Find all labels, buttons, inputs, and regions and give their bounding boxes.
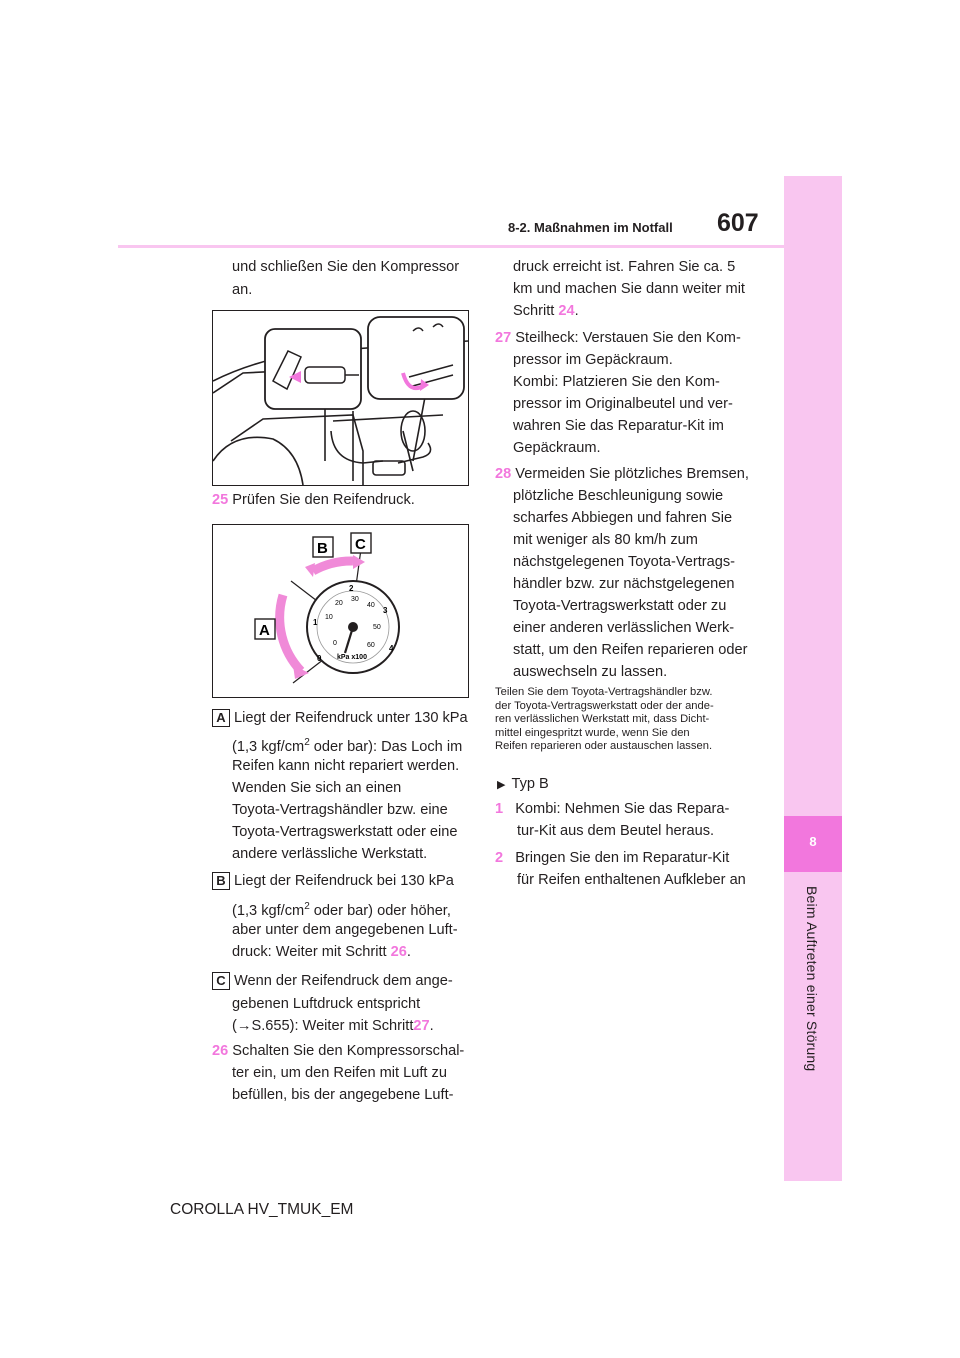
step-26-line: ter ein, um den Reifen mit Luft zu [232,1065,447,1081]
gauge-tick: 40 [367,602,375,609]
cont-line: km und machen Sie dann weiter mit [513,281,745,297]
step-28-line: Toyota-Vertragswerkstatt oder zu [513,598,727,614]
case-c-line: (→S.655): Weiter mit Schritt27. [232,1018,434,1034]
case-a [212,707,468,729]
step-28-line: statt, um den Reifen reparieren oder [513,642,748,658]
type-b-heading: ▶ Typ B [497,776,549,792]
intro-line: an. [232,282,253,298]
step-text: Prüfen Sie den Reifendruck. [232,492,415,508]
callout-c: C [355,536,366,553]
step-28-line: mit weniger als 80 km/h zum [513,532,698,548]
cont-line: druck erreicht ist. Fahren Sie ca. 5 [513,259,736,275]
step-2-line: für Reifen enthaltenen Aufkleber an [517,872,746,888]
gauge-unit: kPa x100 [337,654,367,661]
step-number: 27 [495,330,512,346]
step-number: 28 [495,466,512,482]
step-2: 2 Bringen Sie den im Reparatur-Kit [495,850,730,866]
case-a-line: (1,3 kgf/$cm^2$ oder bar): Das Loch im [232,737,463,755]
step-25 [212,489,415,511]
gauge-tick-major: 1 [313,618,318,627]
case-b-label: B [212,872,230,890]
step-28-line: auswechseln zu lassen. [513,664,668,680]
pressure-gauge-drawing [213,525,468,697]
section-title: 8-2. Maßnahmen im Notfall [508,220,673,235]
cont-line: Schritt 24. [513,303,579,319]
step-28: 28 Vermeiden Sie plötzliches Bremsen, [495,466,749,482]
step-number: 1 [495,801,504,817]
note-paragraph: Teilen Sie dem Toyota-Vertragshändler bzw. der Toyota-Vertragswerkstatt oder der ande- ren verlässlichen Werkstatt mit, dass Dicht- mittel eingespritzt wurde, wenn Sie den Reifen reparieren oder austauschen lassen. [495,686,714,752]
compressor-illustration [212,310,469,486]
callout-b: B [317,540,328,557]
step-27-line: pressor im Gepäckraum. [513,352,673,368]
step-28-line: nächstgelegenen Toyota-Vertrags- [513,554,736,570]
case-c: C Wenn der Reifendruck dem ange- [212,970,453,992]
gauge-tick: 10 [325,614,333,621]
case-a-line: Wenden Sie sich an einen [232,780,402,796]
gauge-tick: 60 [367,642,375,649]
case-b-line: aber unter dem angegebenen Luft- [232,922,458,938]
step-26: 26 Schalten Sie den Kompressorschal- [212,1043,465,1059]
chapter-number: 8 [809,834,817,849]
step-number: 25 [212,492,229,508]
case-c-line: gebenen Luftdruck entspricht [232,996,421,1012]
step-27-line: wahren Sie das Reparatur-Kit im [513,418,724,434]
step-28-line: plötzliche Beschleunigung sowie [513,488,724,504]
step-1-line: tur-Kit aus dem Beutel heraus. [517,823,715,839]
intro-line: und schließen Sie den Kompressor [232,259,460,275]
gauge-tick: 30 [351,596,359,603]
triangle-bullet-icon: ▶ [497,779,506,791]
step-1: 1 Kombi: Nehmen Sie das Repara- [495,801,730,817]
step-26-line: befüllen, bis der angegebene Luft- [232,1087,454,1103]
step-27-line: pressor im Originalbeutel und ver- [513,396,733,412]
step-number: 26 [212,1043,229,1059]
gauge-tick-major: 4 [389,644,394,653]
footer-model-code: COROLLA HV_TMUK_EM [170,1201,354,1218]
gauge-tick: 50 [373,624,381,631]
case-a-line: Toyota-Vertragswerkstatt oder eine [232,824,458,840]
step-28-line: händler bzw. zur nächstgelegenen [513,576,735,592]
case-a-label: A [212,709,230,727]
case-text: Liegt der Reifendruck unter 130 kPa [234,710,468,726]
step-28-line: einer anderen verlässlichen Werk- [513,620,735,636]
case-b-line: druck: Weiter mit Schritt 26. [232,944,411,960]
step-27-line: Kombi: Platzieren Sie den Kom- [513,374,720,390]
page-number: 607 [717,209,759,237]
car-compressor-drawing [213,311,468,485]
case-a-line: Reifen kann nicht repariert werden. [232,758,460,774]
callout-a: A [259,622,270,639]
gauge-tick: 20 [335,600,343,607]
step-27-line: Gepäckraum. [513,440,601,456]
gauge-tick: 0 [333,640,337,647]
gauge-tick-major: 2 [349,584,354,593]
step-27: 27 Steilheck: Verstauen Sie den Kom- [495,330,741,346]
case-b-line: (1,3 kgf/$cm^2$ oder bar) oder höher, [232,901,451,919]
gauge-tick-major: 3 [383,606,388,615]
header-rule [118,245,784,248]
case-a-line: andere verlässliche Werkstatt. [232,846,428,862]
gauge-tick-major: 0 [317,654,322,663]
step-number: 2 [495,850,504,866]
case-a-line: Toyota-Vertragshändler bzw. eine [232,802,448,818]
case-c-label: C [212,972,230,990]
pressure-gauge-illustration [212,524,469,698]
chapter-title: Beim Auftreten einer Störung [804,886,820,1072]
case-b: B Liegt der Reifendruck bei 130 kPa [212,870,454,892]
step-28-line: scharfes Abbiegen und fahren Sie [513,510,733,526]
